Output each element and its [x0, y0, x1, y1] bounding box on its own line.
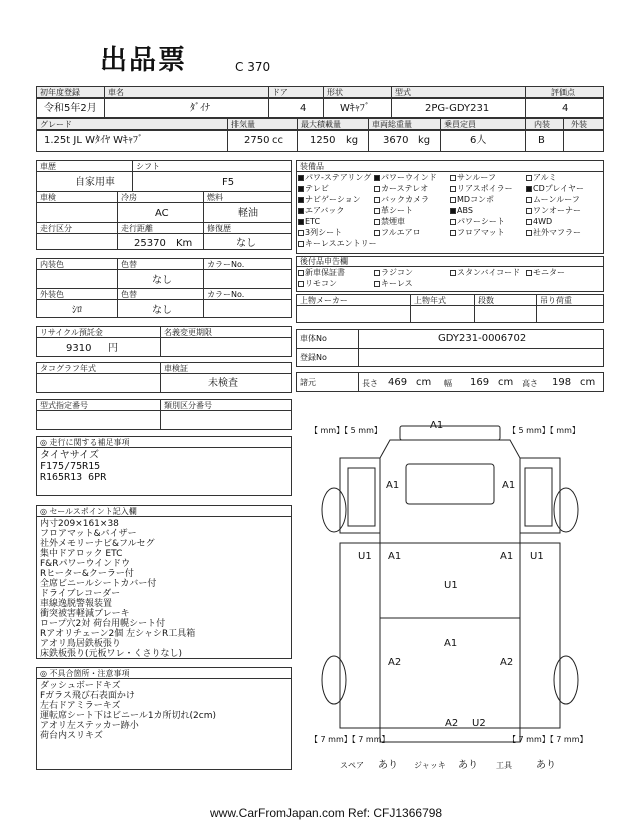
gross-weight-label: 車両総重量 — [372, 120, 412, 129]
note-line: 床鉄板張り(元板ワレ・くさりなし) — [40, 649, 183, 659]
capacity-value: 6人 — [470, 135, 487, 146]
left-cab-side — [340, 458, 380, 533]
equipment-item-label: アルミ — [533, 173, 557, 182]
aircon-value: AC — [155, 208, 169, 219]
cab-outline — [380, 440, 520, 543]
spare-label: スペア — [340, 761, 364, 770]
mark-a1-center: A1 — [444, 638, 458, 649]
equipment-item-label: サンルーフ — [457, 173, 496, 182]
door-value: 4 — [300, 103, 307, 114]
checkbox-icon — [374, 197, 380, 203]
height-value: 198 — [552, 377, 572, 388]
int-color-label: 内装色 — [40, 260, 64, 269]
checkbox-icon — [526, 197, 532, 203]
model-label: 型式 — [395, 88, 411, 97]
mileage-div-label: 走行区分 — [40, 224, 72, 233]
recycle-label: リサイクル預託金 — [40, 328, 103, 337]
equipment-item — [298, 206, 344, 216]
note-line: 左右ドアミラーキズ — [40, 701, 121, 711]
reg-label: 登録No — [300, 353, 327, 362]
equipment-item — [374, 206, 413, 216]
max-load-value: 1250 — [310, 135, 336, 146]
length-value: 469 — [388, 377, 408, 388]
equipment-item — [298, 195, 361, 205]
vehicle-detail-table — [36, 160, 292, 250]
checkbox-icon — [374, 175, 380, 181]
post-equipment-item-label: スタンバイコード — [457, 268, 521, 277]
length-label: 長さ — [362, 379, 378, 388]
aircon-label: 冷房 — [121, 193, 137, 202]
checkbox-icon — [450, 175, 456, 181]
checkbox-icon — [374, 208, 380, 214]
equipment-item-label: ナビゲーション — [305, 195, 361, 204]
page-title: 出品票 — [100, 45, 187, 76]
grade-value: 1.25t JL Wﾀｲﾔ Wｷｬﾌﾞ — [44, 135, 144, 146]
equipment-item-label: 3列シート — [305, 228, 343, 237]
width-value: 169 — [470, 377, 490, 388]
spare-value: あり — [378, 760, 398, 771]
displacement-label: 排気量 — [231, 120, 255, 129]
equipment-item — [374, 228, 421, 238]
cargo-bed — [380, 543, 520, 728]
equipment-item-label: ムーンルーフ — [533, 195, 580, 204]
equipment-item-label: ワンオーナー — [533, 206, 581, 215]
int-color-change-value: なし — [152, 275, 172, 286]
sales-notes-lines — [40, 519, 195, 659]
grade-label: グレード — [40, 120, 72, 129]
front-bumper — [400, 426, 500, 440]
right-front-door — [525, 468, 552, 526]
sales-notes-title: ◎ セールスポイント記入欄 — [40, 507, 137, 516]
note-line: 集中ドアロック ETC — [40, 549, 123, 559]
equipment-item-label: 禁煙車 — [381, 217, 405, 226]
grade-score-value: 4 — [562, 103, 569, 114]
height-unit: cm — [580, 377, 596, 388]
shape-label: 形状 — [327, 88, 343, 97]
post-equipment-item — [526, 268, 565, 278]
mark-a2-bottom: A2 — [445, 718, 459, 729]
note-line: ロープ穴2対 荷台用幌シート付 — [40, 619, 166, 629]
checkbox-icon — [298, 241, 304, 247]
shift-label: シフト — [136, 162, 160, 171]
note-line: ダッシュボードキズ — [40, 681, 121, 691]
equipment-item-label: ETC — [305, 217, 321, 226]
equipment-item-label: MDコンポ — [457, 195, 495, 204]
equipment-item — [298, 184, 329, 194]
grade-score-label: 評価点 — [551, 88, 575, 97]
post-equipment-item — [450, 268, 520, 278]
length-unit: cm — [416, 377, 432, 388]
post-equipment-item-label: モニター — [533, 268, 565, 277]
equipment-item — [450, 228, 505, 238]
mark-a1-r2: A1 — [500, 551, 514, 562]
equipment-item — [298, 217, 320, 227]
crane-year-label: 上物年式 — [414, 296, 446, 305]
mark-a1-right: A1 — [502, 480, 516, 491]
checkbox-icon — [298, 186, 304, 192]
first-reg-label: 初年度登録 — [40, 88, 80, 97]
int-color-no-label: カラーNo. — [207, 260, 245, 269]
equipment-label: 装備品 — [300, 162, 324, 171]
checkbox-icon — [374, 270, 380, 276]
history-value: 自家用車 — [75, 177, 115, 188]
equipment-item — [450, 206, 473, 216]
equipment-item — [374, 173, 437, 183]
post-equipment-grid — [298, 268, 602, 292]
gross-weight-unit: kg — [418, 135, 431, 146]
inspection-value: 未検査 — [208, 378, 238, 389]
name-label: 車名 — [108, 88, 124, 97]
checkbox-icon — [450, 270, 456, 276]
door-label: ドア — [272, 88, 288, 97]
checkbox-icon — [450, 219, 456, 225]
checkbox-icon — [526, 270, 532, 276]
checkbox-icon — [298, 208, 304, 214]
equipment-item — [450, 184, 513, 194]
checkbox-icon — [298, 219, 304, 225]
equipment-item-label: キーレスエントリー — [305, 239, 377, 248]
ext-color-value: ｼﾛ — [72, 305, 82, 316]
ext-color-no-label: カラーNo. — [207, 290, 245, 299]
equipment-item-label: パワ-ステアリング — [305, 173, 372, 182]
load-label: 吊り荷重 — [540, 296, 572, 305]
post-equipment-item — [374, 279, 413, 289]
note-line: 内寸209×161×38 — [40, 519, 119, 529]
defect-notes-title: ◎ 不具合箇所・注意事項 — [40, 669, 130, 678]
mark-a1-l2: A1 — [388, 551, 402, 562]
repair-value: なし — [236, 238, 256, 249]
equipment-item — [374, 217, 405, 227]
tread-top-left: 【 mm】【 5 mm】 — [310, 426, 382, 435]
max-load-label: 最大積載量 — [301, 120, 341, 129]
tool-value: あり — [536, 760, 556, 771]
note-line: F&Rパワーウインドウ — [40, 559, 131, 569]
tread-bot-right: 【 7 mm】【 7 mm】 — [508, 735, 588, 744]
checkbox-icon — [450, 230, 456, 236]
equipment-item-label: カーステレオ — [381, 184, 429, 193]
note-line: ドライブレコーダー — [40, 589, 121, 599]
tailgate — [380, 728, 520, 742]
equipment-item — [526, 184, 584, 194]
equipment-item — [526, 173, 557, 183]
checkbox-icon — [526, 208, 532, 214]
checkbox-icon — [526, 186, 532, 192]
mark-a2-right: A2 — [500, 657, 514, 668]
drive-notes-lines — [40, 450, 106, 483]
equipment-item — [526, 217, 552, 227]
checkbox-icon — [374, 219, 380, 225]
left-rear-wheel — [322, 656, 346, 704]
equipment-item — [374, 184, 428, 194]
checkbox-icon — [374, 230, 380, 236]
interior-value: B — [538, 135, 545, 146]
exterior-label: 外装 — [571, 120, 587, 129]
dims-label: 諸元 — [300, 378, 316, 387]
chassis-value: GDY231-0006702 — [438, 333, 527, 344]
note-line: 運転席シート下はビニール1カ所切れ(2cm) — [40, 711, 217, 721]
equipment-item — [298, 173, 371, 183]
equipment-item-label: フルエアロ — [381, 228, 421, 237]
mark-a1-left: A1 — [386, 480, 400, 491]
checkbox-icon — [374, 186, 380, 192]
shape-value: Wｷｬﾌﾞ — [340, 103, 370, 114]
fuel-label: 燃料 — [207, 193, 223, 202]
note-line: Fガラス飛び石表面かけ — [40, 691, 135, 701]
equipment-item — [526, 206, 581, 216]
int-color-change-label: 色替 — [121, 260, 137, 269]
right-front-wheel — [554, 488, 578, 532]
width-label: 幅 — [444, 379, 452, 388]
left-front-wheel — [322, 488, 346, 532]
note-line: Rアオリチェーン2個 左シャシR工具箱 — [40, 629, 196, 639]
gross-weight-value: 3670 — [383, 135, 409, 146]
ext-color-change-value: なし — [152, 305, 172, 316]
note-line: 荷台内スリキズ — [40, 731, 103, 741]
model-value: 2PG-GDY231 — [425, 103, 490, 114]
right-rear-wheel — [554, 656, 578, 704]
recycle-value: 9310 — [66, 343, 92, 354]
repair-label: 修復歴 — [207, 224, 231, 233]
equipment-item-label: エアバック — [305, 206, 345, 215]
stage-label: 段数 — [478, 296, 494, 305]
note-line: タイヤサイズ — [40, 450, 99, 461]
checkbox-icon — [298, 270, 304, 276]
jack-label: ジャッキ — [414, 761, 446, 770]
equipment-item — [450, 173, 496, 183]
chassis-label: 車体No — [300, 334, 327, 343]
equipment-item — [450, 217, 505, 227]
mark-a1-top: A1 — [430, 420, 444, 431]
recycle-unit: 円 — [108, 343, 118, 354]
ext-color-change-label: 色替 — [121, 290, 137, 299]
displacement-unit: cc — [272, 135, 283, 146]
left-front-door — [348, 468, 375, 526]
checkbox-icon — [526, 219, 532, 225]
note-line: 車線逸脱警報装置 — [40, 599, 113, 609]
checkbox-icon — [374, 281, 380, 287]
height-label: 高さ — [522, 379, 538, 388]
post-equipment-label: 後付品申告欄 — [300, 257, 348, 266]
checkbox-icon — [526, 230, 532, 236]
checkbox-icon — [298, 197, 304, 203]
note-line: 社外メモリーナビ&フルセグ — [40, 539, 155, 549]
equipment-item — [298, 228, 342, 238]
mileage-label: 走行距離 — [121, 224, 153, 233]
first-reg-value: 令和5年2月 — [44, 103, 97, 114]
note-line: 衝突被害軽減ブレーキ — [40, 609, 130, 619]
note-line: フロアマット&バイザー — [40, 529, 137, 539]
drive-notes-title: ◎ 走行に関する補足事項 — [40, 438, 130, 447]
post-equipment-item — [298, 268, 345, 278]
left-bed-side — [340, 543, 380, 728]
mark-u1-right: U1 — [530, 551, 544, 562]
mileage-unit: Km — [176, 238, 193, 249]
interior-label: 内装 — [534, 120, 550, 129]
checkbox-icon — [298, 281, 304, 287]
checkbox-icon — [450, 197, 456, 203]
mark-u1-left: U1 — [358, 551, 372, 562]
equipment-grid — [298, 173, 602, 253]
post-equipment-item-label: キーレス — [381, 279, 413, 288]
post-equipment-item-label: 新車保証書 — [305, 268, 345, 277]
post-equipment-item-label: ラジコン — [381, 268, 413, 277]
equipment-item-label: 4WD — [533, 217, 553, 226]
equipment-item — [374, 195, 429, 205]
equipment-item — [450, 195, 494, 205]
equipment-item-label: バックカメラ — [381, 195, 429, 204]
fuel-value: 軽油 — [238, 208, 258, 219]
post-equipment-item-label: リモコン — [305, 279, 337, 288]
post-equipment-item — [298, 279, 337, 289]
mark-u1-center: U1 — [444, 580, 458, 591]
checkbox-icon — [450, 208, 456, 214]
tool-label: 工具 — [496, 761, 512, 770]
checkbox-icon — [298, 175, 304, 181]
equipment-item-label: テレビ — [305, 184, 329, 193]
crane-maker-label: 上物メーカー — [300, 296, 348, 305]
name-value: ﾀﾞｲﾅ — [190, 103, 210, 114]
mileage-value: 25370 — [134, 238, 166, 249]
footer-ref: www.CarFromJapan.com Ref: CFJ1366798 — [210, 806, 443, 820]
shift-value: F5 — [222, 177, 235, 188]
jack-value: あり — [458, 760, 478, 771]
equipment-item — [526, 195, 580, 205]
model-no-label: 型式指定番号 — [40, 401, 88, 410]
displacement-value: 2750 — [244, 135, 270, 146]
inspection-label: 車検証 — [164, 364, 188, 373]
capacity-label: 乗員定員 — [444, 120, 476, 129]
width-unit: cm — [498, 377, 514, 388]
listing-code: C 370 — [235, 60, 271, 74]
tread-bot-left: 【 7 mm】【 7 mm】 — [310, 735, 390, 744]
note-line: F175/75R15 — [40, 461, 101, 472]
equipment-item-label: フロアマット — [457, 228, 505, 237]
mark-u2-bottom: U2 — [472, 718, 486, 729]
note-line: アオリ左ステッカー跡小 — [40, 721, 139, 731]
note-line: 全席ビニールシートカバー付 — [40, 579, 157, 589]
checkbox-icon — [298, 230, 304, 236]
checkbox-icon — [526, 175, 532, 181]
history-label: 車歴 — [40, 162, 56, 171]
name-change-label: 名義変更期限 — [164, 328, 212, 337]
class-no-label: 類別区分番号 — [164, 401, 212, 410]
note-line: R165R13 6PR — [40, 472, 107, 483]
defect-notes-lines — [40, 681, 216, 741]
tread-top-right: 【 5 mm】【 mm】 — [508, 426, 580, 435]
windshield — [406, 464, 494, 504]
inspection-label-left: 車検 — [40, 193, 56, 202]
equipment-item-label: パワーウインド — [381, 173, 437, 182]
equipment-item — [298, 239, 377, 249]
checkbox-icon — [450, 186, 456, 192]
equipment-item — [526, 228, 581, 238]
ext-color-label: 外装色 — [40, 290, 64, 299]
max-load-unit: kg — [346, 135, 359, 146]
note-line: アオリ鳥居鉄板張り — [40, 639, 121, 649]
equipment-item-label: パワーシート — [457, 217, 505, 226]
post-equipment-item — [374, 268, 413, 278]
right-cab-side — [520, 458, 560, 533]
equipment-item-label: ABS — [457, 206, 473, 215]
equipment-item-label: CDプレイヤー — [533, 184, 585, 193]
equipment-item-label: 革シート — [381, 206, 413, 215]
right-bed-side — [520, 543, 560, 728]
equipment-item-label: 社外マフラー — [533, 228, 581, 237]
tacho-label: タコグラフ年式 — [40, 364, 96, 373]
mark-a2-left: A2 — [388, 657, 402, 668]
note-line: Rヒーター&クーラー付 — [40, 569, 134, 579]
equipment-item-label: リアスポイラー — [457, 184, 513, 193]
